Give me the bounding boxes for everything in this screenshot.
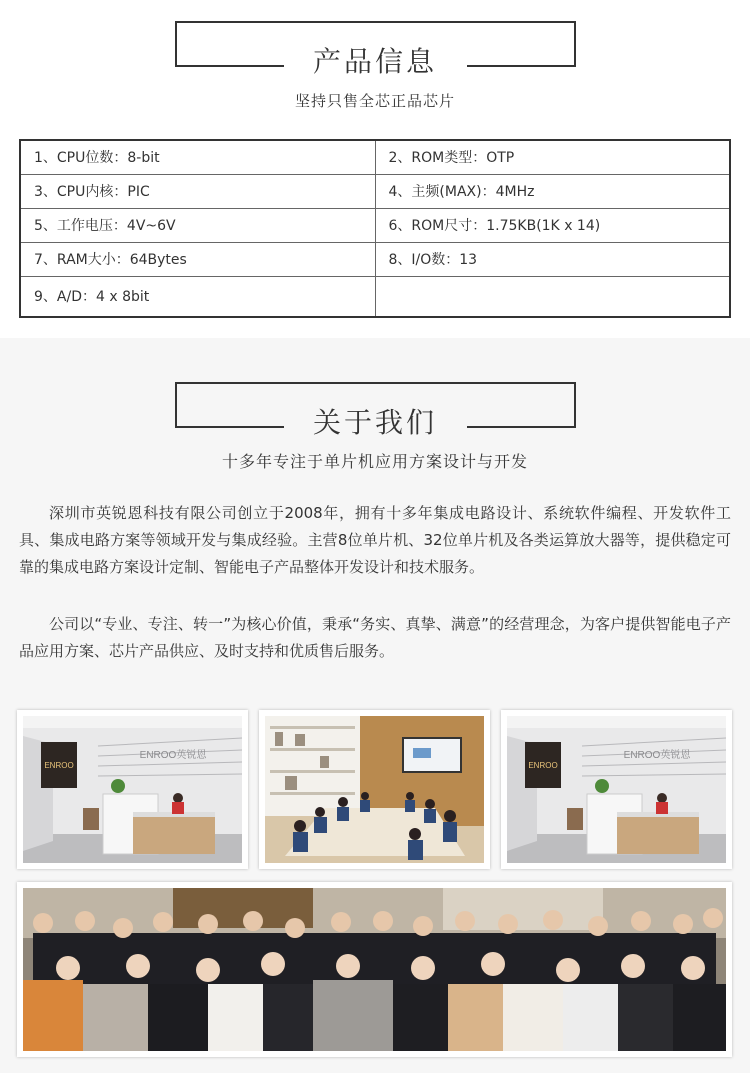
about-section [0, 338, 750, 1073]
spec-frequency: 4、主频(MAX)：4MHz [375, 174, 730, 208]
spec-cpu-bits: 1、CPU位数：8-bit [20, 140, 375, 174]
product-info-section [0, 0, 750, 338]
spec-rom-size: 6、ROM尺寸：1.75KB(1K x 14) [375, 208, 730, 242]
meeting-illustration [265, 716, 484, 863]
about-paragraph-2: 公司以“专业、专注、转一”为核心价值，秉承“务实、真挚、满意”的经营理念，为客户提供智能电子产品应用方案、芯片产品供应、及时支持和优质售后服务。 [19, 615, 731, 660]
office-reception-photo [17, 710, 248, 869]
about-subtitle: 十多年专注于单片机应用方案设计与开发 [221, 452, 528, 471]
spec-rom-type: 2、ROM类型：OTP [375, 140, 730, 174]
table-row [20, 242, 730, 276]
about-paragraph-1: 深圳市英锐恩科技有限公司创立于2008年，拥有十多年集成电路设计、系统软件编程、开发软件工具、集成电路方案等领域开发与集成经验。主营8位单片机、32位单片机及各类运算放大器等，提供稳定可靠的集成电路方案设计定制、智能电子产品整体开发设计和技术服务。 [19, 504, 731, 576]
spec-ad: 9、A/D：4 x 8bit [20, 276, 375, 317]
reception-illustration-2 [507, 716, 726, 863]
office-reception-photo-2 [501, 710, 732, 869]
table-row [20, 140, 730, 174]
table-row [20, 208, 730, 242]
spec-ram-size: 7、RAM大小：64Bytes [20, 242, 375, 276]
reception-illustration [23, 716, 242, 863]
table-row [20, 174, 730, 208]
wall-sign-text-2: ENROO英锐恩 [623, 750, 691, 761]
wall-sign-text: ENROO英锐恩 [139, 750, 207, 761]
product-subtitle: 坚持只售全芯正品芯片 [294, 92, 455, 110]
spec-io-count: 8、I/O数：13 [375, 242, 730, 276]
table-row [20, 276, 730, 317]
logo-text: ENROO [44, 761, 74, 770]
spec-table [19, 139, 731, 318]
product-title: 产品信息 [312, 45, 437, 78]
spec-cpu-core: 3、CPU内核：PIC [20, 174, 375, 208]
spec-empty [375, 276, 730, 317]
spec-voltage: 5、工作电压：4V~6V [20, 208, 375, 242]
team-illustration [23, 888, 726, 1051]
team-group-photo [17, 882, 732, 1057]
about-title: 关于我们 [312, 406, 437, 439]
meeting-room-photo [259, 710, 490, 869]
logo-text-2: ENROO [528, 761, 558, 770]
